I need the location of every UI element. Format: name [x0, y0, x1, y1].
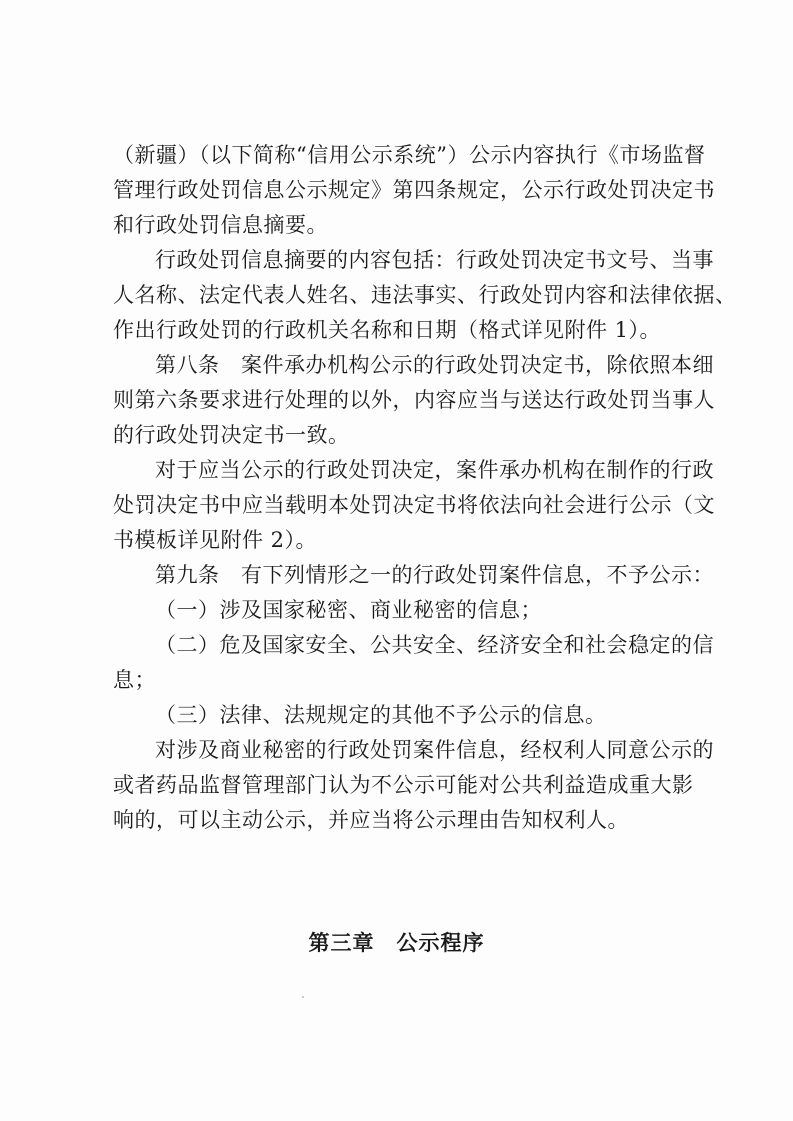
- text-line: 的行政处罚决定书一致。: [113, 423, 350, 447]
- text-line: （新疆）（以下简称“信用公示系统”）公示内容执行《市场监督: [113, 143, 706, 167]
- text-line: 则第六条要求进行处理的以外，内容应当与送达行政处罚当事人: [113, 388, 715, 412]
- paragraph: [113, 558, 714, 593]
- paragraph: [113, 348, 715, 453]
- paragraph: [113, 138, 715, 243]
- document-body: [113, 138, 737, 838]
- paragraph: [113, 628, 714, 698]
- text-line: 第八条 案件承办机构公示的行政处罚决定书，除依照本细: [155, 353, 714, 377]
- text-line: 或者药品监督管理部门认为不公示可能对公共利益造成重大影: [113, 773, 694, 797]
- text-line: 行政处罚信息摘要的内容包括：行政处罚决定书文号、当事: [155, 248, 714, 272]
- text-line: 管理行政处罚信息公示规定》第四条规定，公示行政处罚决定书: [113, 178, 715, 202]
- text-line: 对于应当公示的行政处罚决定，案件承办机构在制作的行政: [155, 458, 714, 482]
- paragraph: [113, 593, 693, 628]
- text-line: （一）涉及国家秘密、商业秘密的信息；: [155, 598, 542, 622]
- text-line: 息；: [113, 668, 156, 692]
- paragraph: [113, 733, 714, 838]
- paragraph: [113, 453, 715, 558]
- text-line: 书模板详见附件 2）。: [113, 528, 318, 552]
- paragraph: [113, 243, 737, 348]
- text-line: 第九条 有下列情形之一的行政处罚案件信息，不予公示：: [155, 563, 714, 587]
- chapter-heading: 第三章 公示程序: [308, 931, 485, 955]
- text-line: （二）危及国家安全、公共安全、经济安全和社会稳定的信: [155, 633, 714, 657]
- text-line: 响的，可以主动公示，并应当将公示理由告知权利人。: [113, 808, 629, 832]
- text-line: （三）法律、法规规定的其他不予公示的信息。: [155, 703, 607, 727]
- text-line: 人名称、法定代表人姓名、违法事实、行政处罚内容和法律依据、: [113, 283, 737, 307]
- text-line: 作出行政处罚的行政机关名称和日期（格式详见附件 1）。: [113, 318, 662, 342]
- text-line: 对涉及商业秘密的行政处罚案件信息，经权利人同意公示的: [155, 738, 714, 762]
- text-line: 处罚决定书中应当载明本处罚决定书将依法向社会进行公示（文: [113, 493, 715, 517]
- scan-speck: [302, 996, 304, 998]
- text-line: 和行政处罚信息摘要。: [113, 213, 328, 237]
- paragraph: [113, 698, 693, 733]
